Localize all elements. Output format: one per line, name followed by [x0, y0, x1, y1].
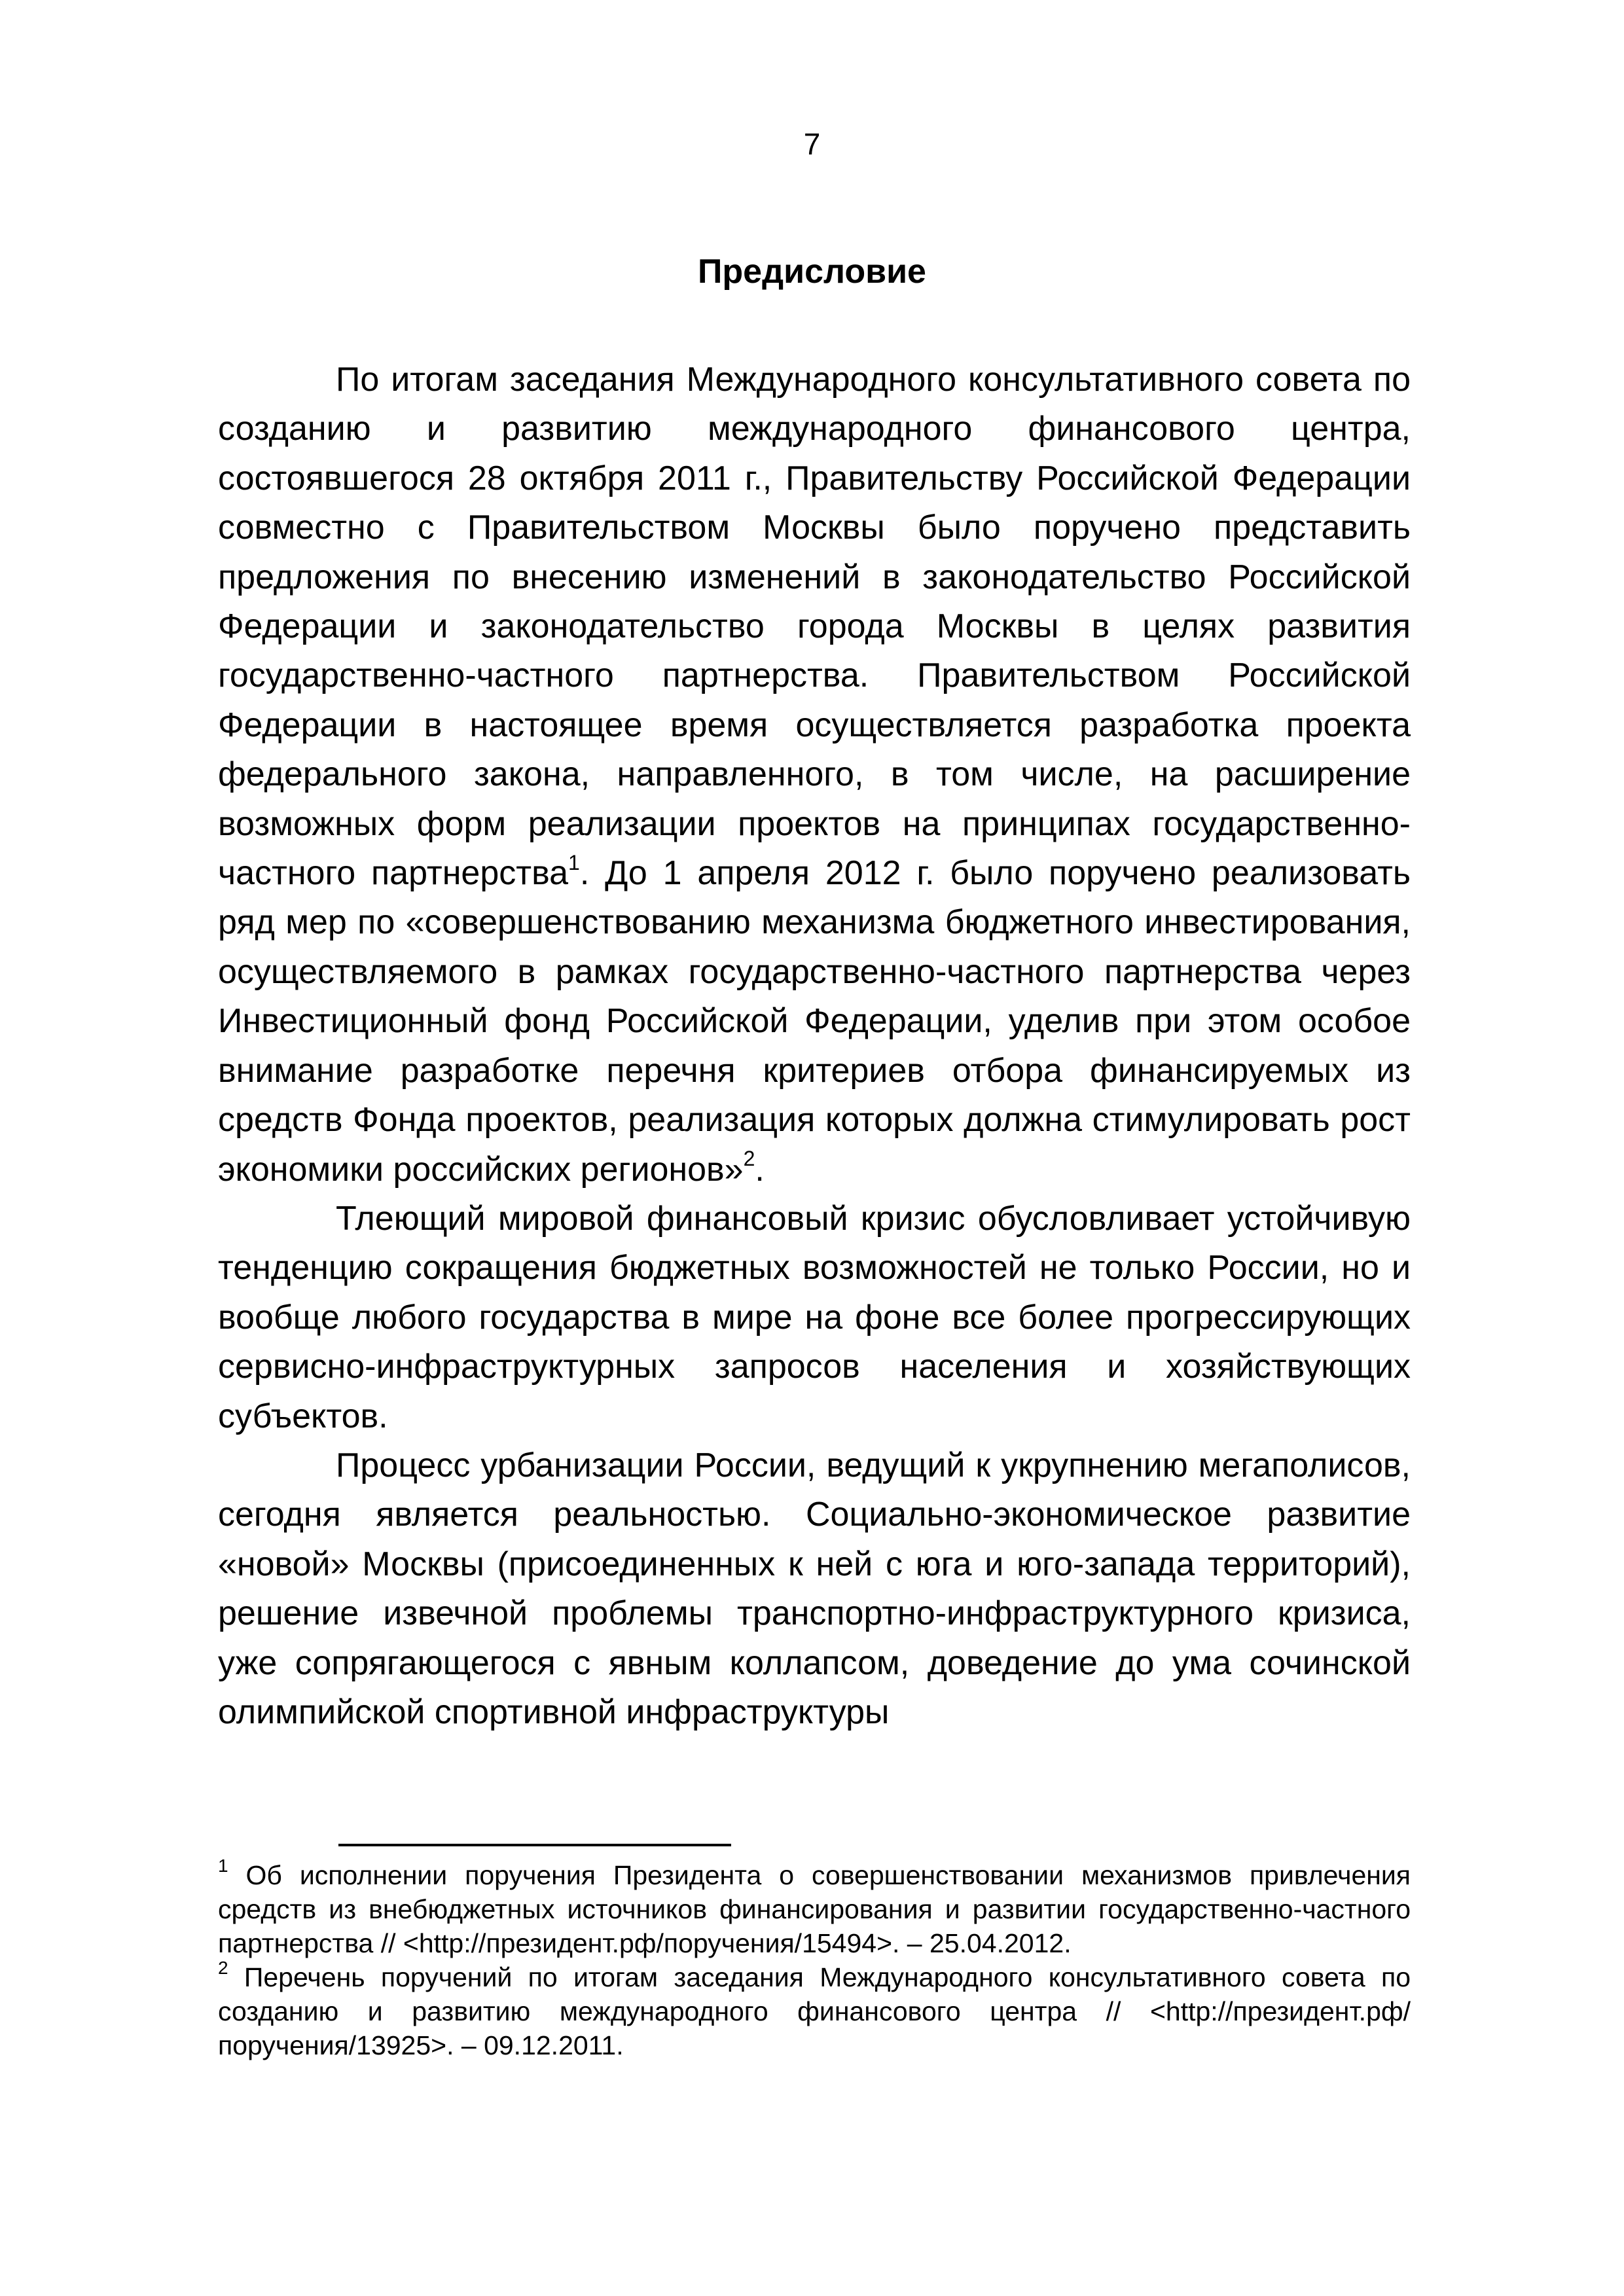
footnote-1-text: Об исполнении поручения Президента о совершенствовании механизмов привлечения средств из внебюджетных источников финансирования и развитии государственно-частного партнерства // <http://президент.рф/поручения/15494>. – 25.04.2012.	[218, 1860, 1411, 1958]
footnote-ref-2[interactable]: 2	[743, 1147, 755, 1171]
paragraph-1-part-a: По итогам заседания Международного консультативного совета по созданию и развитию международного финансового центра, состоявшегося 28 октября 2011 г., Правительству Российской Федерации совместно с Правительством Москвы было поручено представить предложения по внесению изменений в законодательство Российской Федерации и законодательство города Москвы в целях развития государственно-частного партнерства. Правительством Российской Федерации в настоящее время осуществляется разработка проекта федерального закона, направленного, в том числе, на расширение возможных форм реализации проектов на принципах государственно-частного партнерства	[218, 361, 1411, 893]
footnote-marker-1: 1	[218, 1856, 228, 1876]
footnote-ref-1[interactable]: 1	[568, 850, 580, 874]
paragraph-1-part-b: . До 1 апреля 2012 г. было поручено реализовать ряд мер по «совершенствованию механизма бюджетного инвестирования, осуществляемого в рамках государственно-частного партнерства через Инвестиционный фонд Российской Федерации, уделив при этом особое внимание разработке перечня критериев отбора финансируемых из средств Фонда проектов, реализация которых должна стимулировать рост экономики российских регионов»	[218, 854, 1411, 1189]
paragraph-1-part-c: .	[755, 1150, 765, 1189]
page-number: 7	[803, 127, 821, 161]
body-text	[218, 355, 1411, 1737]
footnote-1	[218, 1858, 1411, 1960]
footnotes	[218, 1858, 1411, 2062]
paragraph-1	[218, 355, 1411, 1194]
footnote-2-text: Перечень поручений по итогам заседания Международного консультативного совета по созданию и развитию международного финансового центра // <http://президент.рф/поручения/13925>. – 09.12.2011.	[218, 1962, 1411, 2060]
footnote-marker-2: 2	[218, 1958, 228, 1979]
section-title: Предисловие	[698, 253, 926, 291]
paragraph-3: Процесс урбанизации России, ведущий к укрупнению мегаполисов, сегодня является реальностью. Социально-экономическое развитие «новой» Москвы (присоединенных к ней с юга и юго-запада территорий), решение извечной проблемы транспортно-инфраструктурного кризиса, уже сопрягающегося с явным коллапсом, доведение до ума сочинской олимпийской спортивной инфраструктуры	[218, 1446, 1411, 1731]
footnote-separator	[338, 1844, 731, 1846]
footnote-2	[218, 1960, 1411, 2062]
paragraph-2: Тлеющий мировой финансовый кризис обусловливает устойчивую тенденцию сокращения бюджетных возможностей не только России, но и вообще любого государства в мире на фоне все более прогрессирующих сервисно-инфраструктурных запросов населения и хозяйствующих субъектов.	[218, 1199, 1411, 1435]
